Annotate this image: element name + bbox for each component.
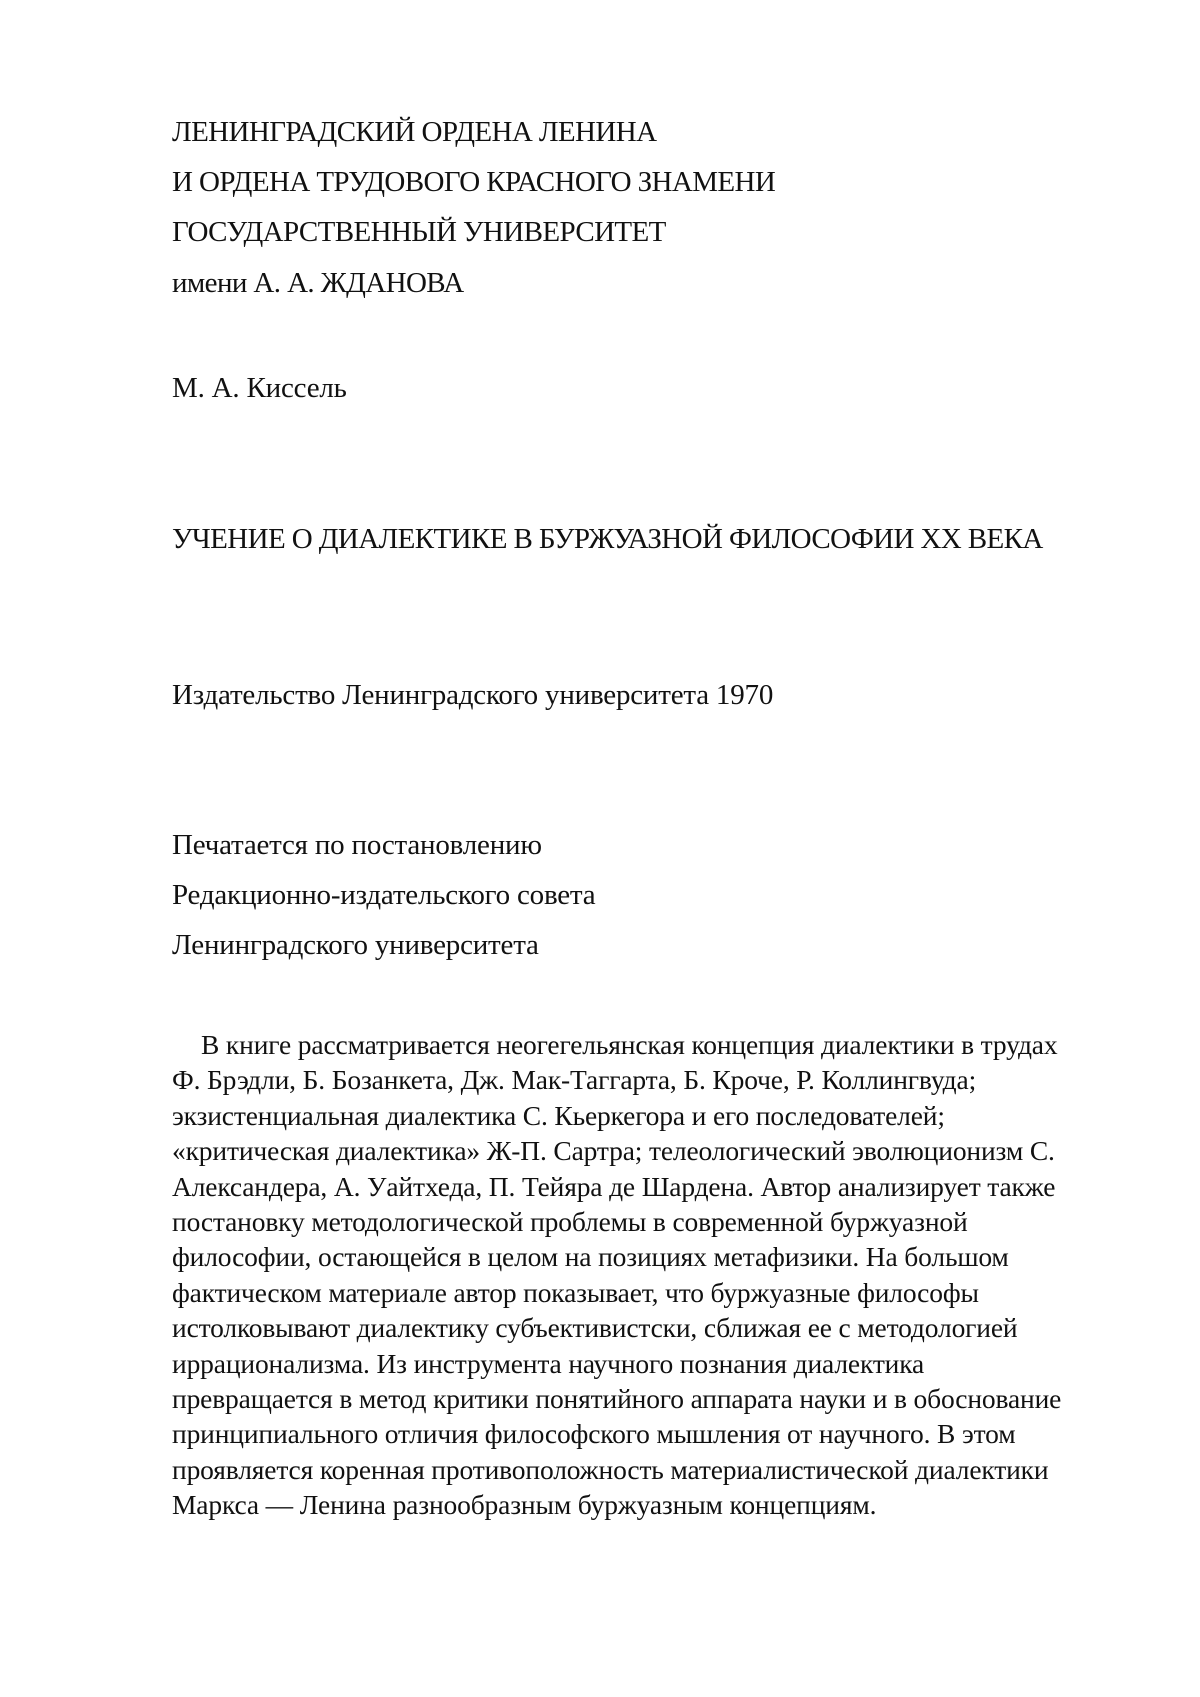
abstract-line: истолковывают диалектику субъективистски, сближая ее с методологией <box>172 1312 1018 1344</box>
abstract-line: философии, остающейся в целом на позициях метафизики. На большом <box>172 1241 1009 1273</box>
abstract-line: Александера, А. Уайтхеда, П. Тейяра де Шардена. Автор анализирует также <box>172 1170 1056 1202</box>
abstract-line: постановку методологической проблемы в современной буржуазной <box>172 1206 968 1238</box>
abstract-line: иррационализма. Из инструмента научного познания диалектика <box>172 1347 925 1379</box>
abstract-line: «критическая диалектика» Ж-П. Сартра; телеологический эволюционизм С. <box>172 1135 1055 1167</box>
abstract-line: фактическом материале автор показывает, что буржуазные философы <box>172 1276 979 1308</box>
publisher-line: Издательство Ленинградского университета 1970 <box>172 679 774 711</box>
imprint-line-3: Ленинградского университета <box>172 929 539 961</box>
abstract-line: Ф. Брэдли, Б. Бозанкета, Дж. Мак-Таггарта, Б. Кроче, Р. Коллингвуда; <box>172 1064 977 1096</box>
abstract-line: превращается в метод критики понятийного аппарата науки и в обоснование <box>172 1383 1062 1415</box>
abstract-paragraph <box>172 1027 1112 1523</box>
abstract-line: принципиального отличия философского мышления от научного. В этом <box>172 1418 1016 1450</box>
institution-line-2: И ОРДЕНА ТРУДОВОГО КРАСНОГО ЗНАМЕНИ <box>172 166 776 198</box>
abstract-line: В книге рассматривается неогегельянская концепция диалектики в трудах <box>201 1029 1058 1060</box>
book-title: УЧЕНИЕ О ДИАЛЕКТИКЕ В БУРЖУАЗНОЙ ФИЛОСОФИИ XX ВЕКА <box>172 523 1043 555</box>
abstract-line: проявляется коренная противоположность материалистической диалектики <box>172 1453 1049 1485</box>
institution-line-4: имени А. А. ЖДАНОВА <box>172 267 464 299</box>
imprint-line-2: Редакционно-издательского совета <box>172 879 596 911</box>
institution-line-1: ЛЕНИНГРАДСКИЙ ОРДЕНА ЛЕНИНА <box>172 116 657 148</box>
imprint-line-1: Печатается по постановлению <box>172 829 542 861</box>
author-name: М. А. Киссель <box>172 372 347 404</box>
abstract-line: Маркса — Ленина разнообразным буржуазным концепциям. <box>172 1489 877 1521</box>
abstract-line: экзистенциальная диалектика С. Кьеркегора и его последователей; <box>172 1099 945 1131</box>
institution-line-3: ГОСУДАРСТВЕННЫЙ УНИВЕРСИТЕТ <box>172 216 666 248</box>
